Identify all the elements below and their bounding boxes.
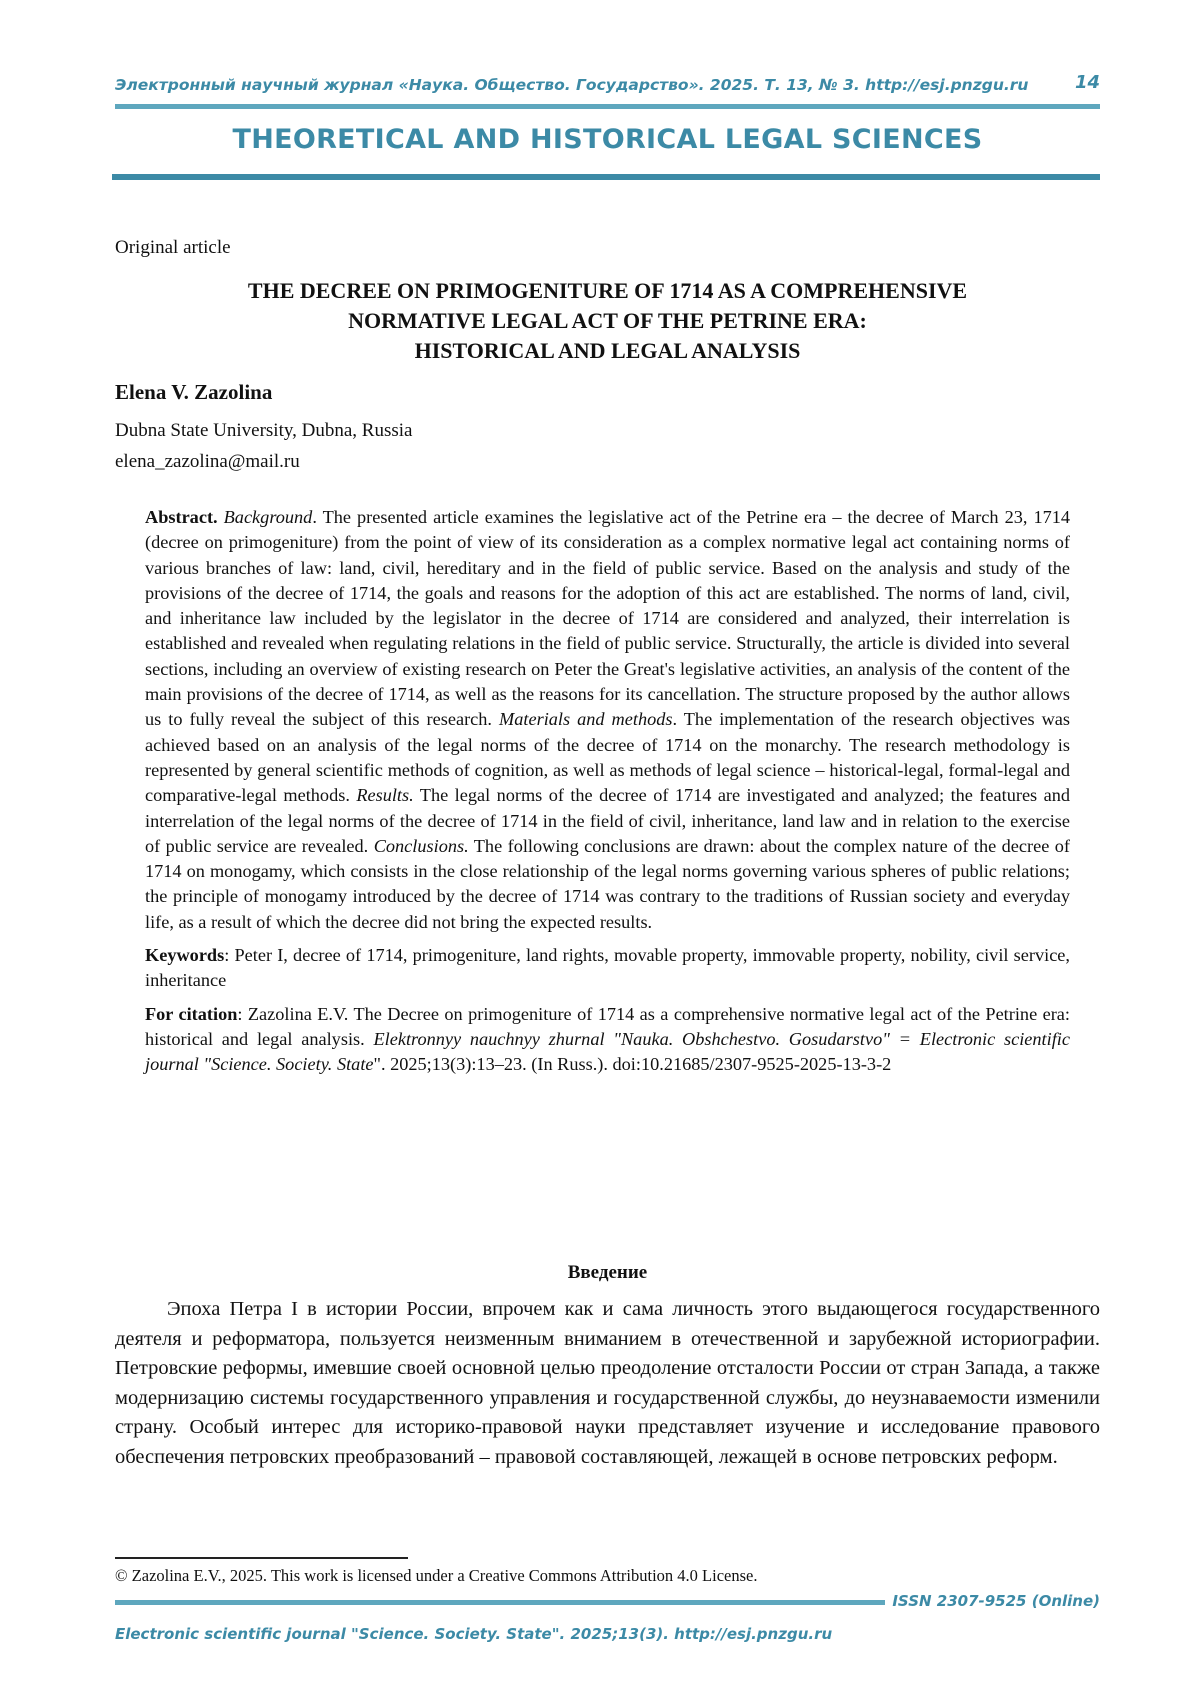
keywords-paragraph [145, 943, 1070, 994]
background-text: . The presented article examines the legislative act of the Petrine era – the decree of March 23, 1714 (decree on primogeniture) from the point of view of its consideration as a complex normative legal act containing norms of various branches of law: land, civil, hereditary and in the field of public service. Based on the analysis and study of the provisions of the decree of 1714, the goals and reasons for the adoption of this act are established. The norms of land, civil, and inheritance law included by the legislator in the decree of 1714 are considered and analyzed, their interrelation is established and revealed when regulating relations in the field of public service. Structurally, the article is divided into several sections, including an overview of existing research on Peter the Great's legislative activities, an analysis of the content of the main provisions of the decree of 1714, as well as the reasons for its cancellation. The structure proposed by the author allows us to fully reveal the subject of this research. [145, 507, 1071, 730]
introduction-paragraph: Эпоха Петра I в истории России, впрочем как и сама личность этого выдающегося государственного деятеля и реформатора, пользуется неизменным вниманием в отечественной и зарубежной историографии. Петровские реформы, имевшие своей основной целью преодоление отсталости России от стран Запада, а также модернизацию системы государственного управления и государственной службы, до неузнаваемости изменили страну. Особый интерес для историко-правовой науки представляет изучение и исследование правового обеспечения петровских преобразований – правовой составляющей, лежащей в основе петровских реформ. [115, 1298, 1100, 1468]
section-rule [112, 174, 1100, 180]
author-affiliation: Dubna State University, Dubna, Russia [115, 420, 413, 441]
page-number: 14 [1074, 72, 1100, 93]
article-type: Original article [115, 237, 231, 258]
citation-journal: Elektronnyy nauchnyy zhurnal "Nauka. Obshchestvo. Gosudarstvo" = Electronic scientific journal "Science. Society. State [145, 1028, 1070, 1075]
title-line: NORMATIVE LEGAL ACT OF THE PETRINE ERA: [348, 308, 867, 333]
author-name: Elena V. Zazolina [115, 380, 273, 404]
title-line: HISTORICAL AND LEGAL ANALYSIS [414, 338, 801, 363]
conclusions-text: The following conclusions are drawn: about the complex nature of the decree of 1714 on monogamy, which consists in the close relationship of the legal norms governing various spheres of public relations; the principle of monogamy introduced by the decree of 1714 was contrary to the traditions of Russian society and everyday life, as a result of which the decree did not bring the expected results. [145, 835, 1070, 932]
footnote-rule [115, 1557, 408, 1559]
keywords-label: Keywords [145, 945, 225, 966]
results-text: The legal norms of the decree of 1714 are investigated and analyzed; the features and interrelation of the legal norms of the decree of 1714 in the field of civil, inheritance, land law and in relation to the exercise of public service are revealed. [145, 785, 1070, 856]
abstract-paragraph [145, 505, 1070, 935]
author-email[interactable]: elena_zazolina@mail.ru [115, 451, 300, 472]
header-rule [115, 104, 1100, 109]
keywords-text: : Peter I, decree of 1714, primogeniture, land rights, movable property, immovable property, nobility, civil service, inheritance [145, 945, 1070, 991]
citation-details: ". 2025;13(3):13–23. (In Russ.). doi:10.21685/2307-9525-2025-13-3-2 [373, 1054, 892, 1075]
header-journal-line: Электронный научный журнал «Наука. Общество. Государство». 2025. Т. 13, № 3. http://esj.pnzgu.ru [115, 76, 1029, 94]
citation-label: For citation [145, 1003, 238, 1024]
section-title: THEORETICAL AND HISTORICAL LEGAL SCIENCES [232, 124, 983, 155]
citation-text: : Zazolina E.V. The Decree on primogeniture of 1714 as a comprehensive normative legal act of the Petrine era: historical and legal analysis. [145, 1003, 1070, 1049]
background-label: Background [223, 507, 313, 527]
citation-paragraph [145, 1002, 1070, 1078]
title-line: THE DECREE ON PRIMOGENITURE OF 1714 AS A COMPREHENSIVE [247, 278, 968, 303]
footer-journal-line: Electronic scientific journal "Science. Society. State". 2025;13(3). http://esj.pnzgu.ru [115, 1625, 833, 1643]
abstract-label: Abstract. [145, 507, 218, 527]
footer-issn: ISSN 2307-9525 (Online) [892, 1592, 1100, 1610]
methods-text: . The implementation of the research objectives was achieved based on an analysis of the legal norms of the decree of 1714 on the monarchy. The research methodology is represented by general scientific methods of cognition, as well as methods of legal science – historical-legal, formal-legal and comparative-legal methods. [145, 709, 1071, 806]
running-header [115, 72, 1100, 98]
results-label: Results. [356, 785, 414, 806]
introduction-heading: Введение [567, 1262, 648, 1283]
conclusions-label: Conclusions. [373, 835, 469, 856]
methods-label: Materials and methods [499, 709, 673, 730]
abstract-block [145, 505, 1070, 1086]
footer-rule [115, 1600, 885, 1605]
license-footnote: © Zazolina E.V., 2025. This work is licensed under a Creative Commons Attribution 4.0 License. [115, 1566, 758, 1585]
article-title [115, 276, 1100, 366]
